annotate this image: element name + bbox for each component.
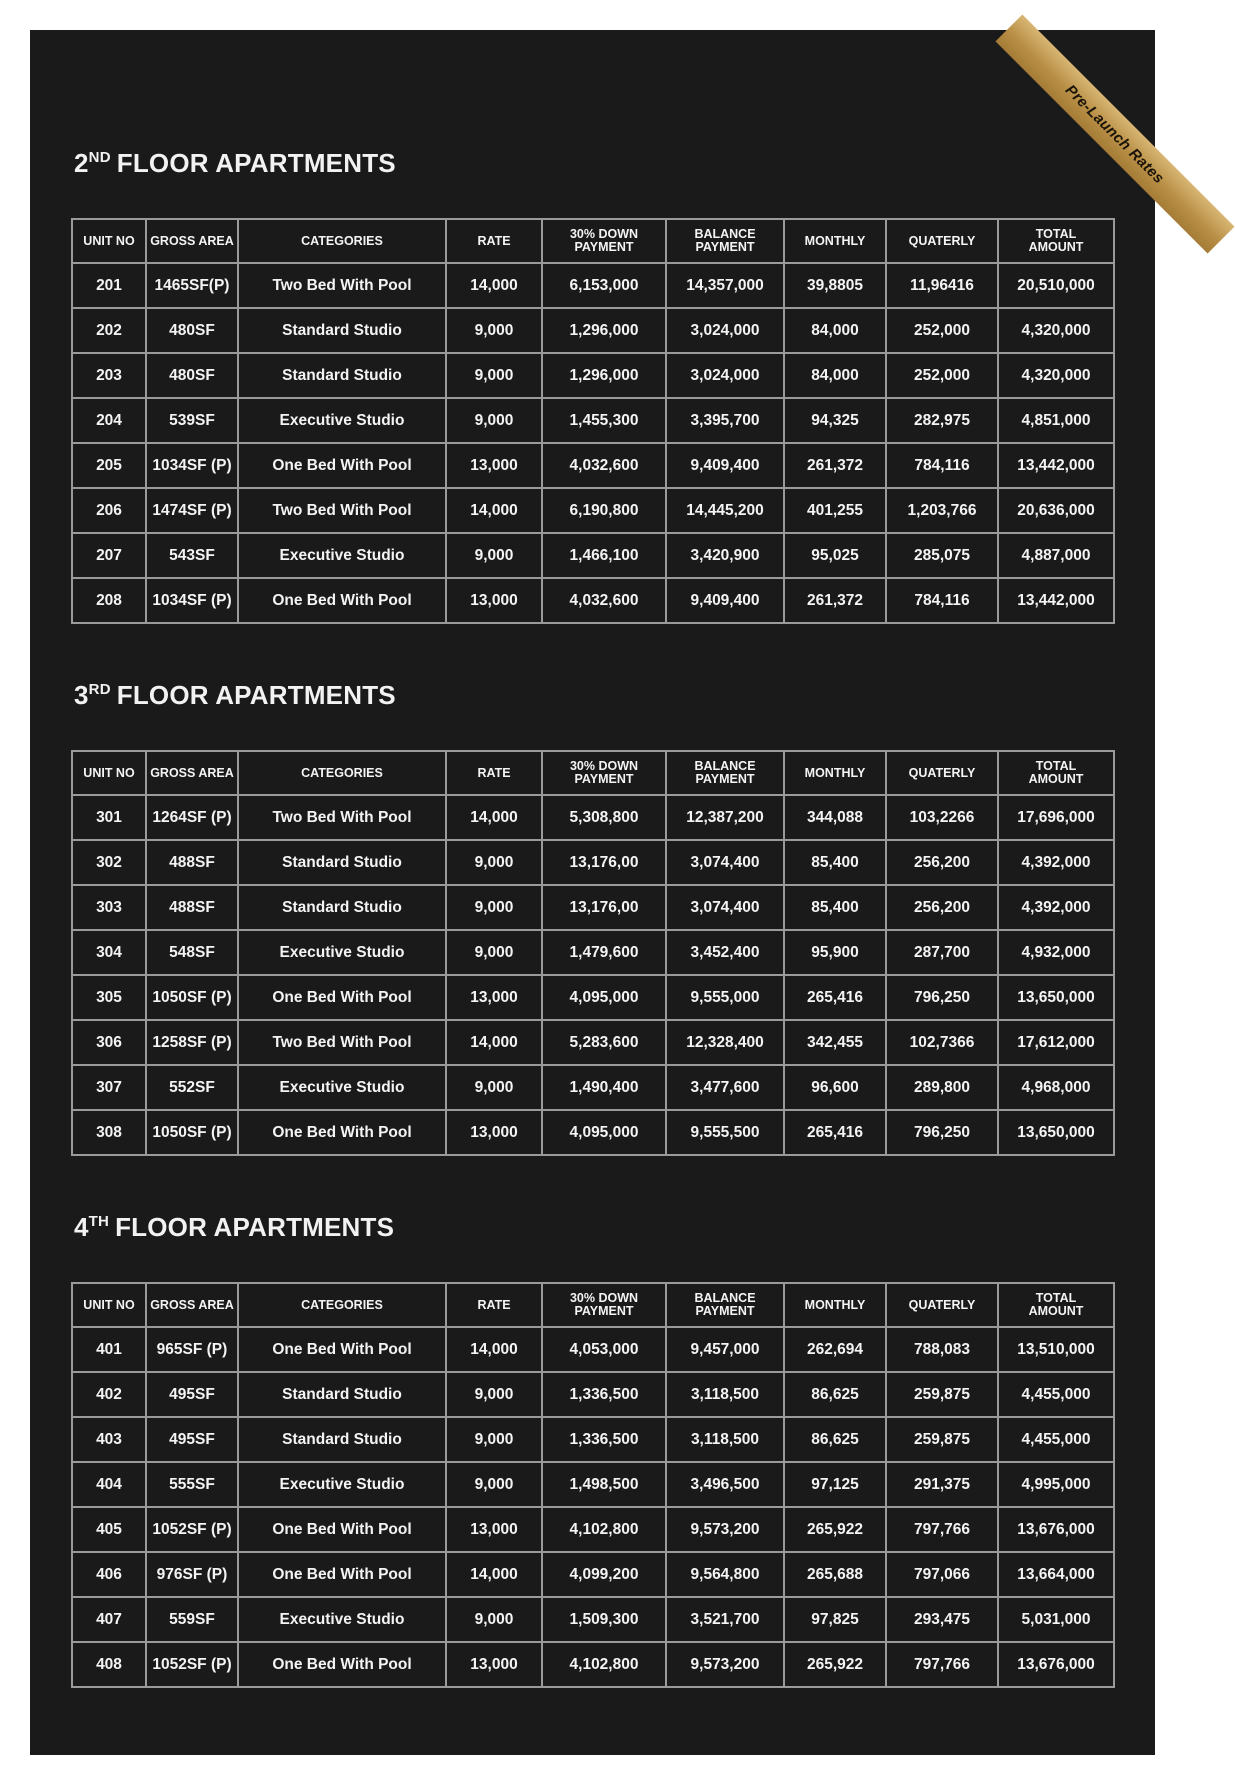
table-cell: 84,000 bbox=[784, 353, 886, 398]
floor-number: 2 bbox=[74, 148, 89, 178]
column-header: GROSS AREA bbox=[146, 1283, 238, 1327]
table-row bbox=[72, 533, 1114, 578]
table-row bbox=[72, 1642, 1114, 1687]
table-cell: Executive Studio bbox=[238, 533, 446, 578]
table-cell: 103,2266 bbox=[886, 795, 998, 840]
table-cell: 1050SF (P) bbox=[146, 1110, 238, 1155]
column-header: RATE bbox=[446, 1283, 542, 1327]
table-cell: 480SF bbox=[146, 308, 238, 353]
table-row bbox=[72, 308, 1114, 353]
table-cell: 102,7366 bbox=[886, 1020, 998, 1065]
table-cell: 5,308,800 bbox=[542, 795, 666, 840]
table-cell: 39,8805 bbox=[784, 263, 886, 308]
table-row bbox=[72, 795, 1114, 840]
floor-3-table bbox=[71, 750, 1115, 1156]
table-cell: 1,455,300 bbox=[542, 398, 666, 443]
table-cell: 3,074,400 bbox=[666, 840, 784, 885]
table-cell: Two Bed With Pool bbox=[238, 1020, 446, 1065]
table-cell: 1,336,500 bbox=[542, 1372, 666, 1417]
floor-suffix: ND bbox=[88, 149, 111, 166]
table-cell: 4,032,600 bbox=[542, 443, 666, 488]
table-cell: 85,400 bbox=[784, 885, 886, 930]
table-cell: 495SF bbox=[146, 1372, 238, 1417]
table-cell: 552SF bbox=[146, 1065, 238, 1110]
table-cell: 543SF bbox=[146, 533, 238, 578]
table-cell: 282,975 bbox=[886, 398, 998, 443]
table-cell: 6,153,000 bbox=[542, 263, 666, 308]
table-cell: 293,475 bbox=[886, 1597, 998, 1642]
floor-suffix: TH bbox=[88, 1213, 110, 1230]
table-cell: 4,455,000 bbox=[998, 1372, 1114, 1417]
table-cell: 344,088 bbox=[784, 795, 886, 840]
table-cell: Standard Studio bbox=[238, 840, 446, 885]
table-cell: 1,498,500 bbox=[542, 1462, 666, 1507]
table-cell: One Bed With Pool bbox=[238, 1327, 446, 1372]
table-cell: 13,000 bbox=[446, 1110, 542, 1155]
table-cell: 405 bbox=[72, 1507, 146, 1552]
table-row bbox=[72, 930, 1114, 975]
table-cell: 9,000 bbox=[446, 930, 542, 975]
column-header: RATE bbox=[446, 219, 542, 263]
table-cell: 9,000 bbox=[446, 1417, 542, 1462]
table-cell: Executive Studio bbox=[238, 1597, 446, 1642]
table-cell: 9,000 bbox=[446, 885, 542, 930]
table-row bbox=[72, 1462, 1114, 1507]
pre-launch-badge: Pre-Launch Rates bbox=[995, 14, 1234, 253]
table-cell: 1,296,000 bbox=[542, 308, 666, 353]
table-row bbox=[72, 1552, 1114, 1597]
table-cell: 9,457,000 bbox=[666, 1327, 784, 1372]
table-cell: 261,372 bbox=[784, 443, 886, 488]
column-header: BALANCE PAYMENT bbox=[666, 751, 784, 795]
column-header: QUATERLY bbox=[886, 1283, 998, 1327]
table-cell: 1258SF (P) bbox=[146, 1020, 238, 1065]
table-cell: 407 bbox=[72, 1597, 146, 1642]
floor-number: 4 bbox=[74, 1212, 89, 1242]
table-row bbox=[72, 1417, 1114, 1462]
table-cell: 84,000 bbox=[784, 308, 886, 353]
table-cell: Executive Studio bbox=[238, 930, 446, 975]
table-cell: 9,000 bbox=[446, 1372, 542, 1417]
floor-suffix: RD bbox=[88, 681, 111, 698]
table-cell: 9,000 bbox=[446, 353, 542, 398]
table-cell: Standard Studio bbox=[238, 1417, 446, 1462]
table-cell: 13,000 bbox=[446, 975, 542, 1020]
table-cell: 14,445,200 bbox=[666, 488, 784, 533]
table-cell: 797,066 bbox=[886, 1552, 998, 1597]
table-cell: 13,000 bbox=[446, 1642, 542, 1687]
table-cell: 1465SF(P) bbox=[146, 263, 238, 308]
table-cell: Executive Studio bbox=[238, 398, 446, 443]
floor-title-text: FLOOR APARTMENTS bbox=[116, 148, 396, 178]
table-cell: 11,96416 bbox=[886, 263, 998, 308]
table-cell: 3,074,400 bbox=[666, 885, 784, 930]
table-cell: Standard Studio bbox=[238, 353, 446, 398]
column-header: BALANCE PAYMENT bbox=[666, 1283, 784, 1327]
table-cell: 9,555,500 bbox=[666, 1110, 784, 1155]
column-header: TOTAL AMOUNT bbox=[998, 1283, 1114, 1327]
table-cell: 3,496,500 bbox=[666, 1462, 784, 1507]
table-cell: 796,250 bbox=[886, 1110, 998, 1155]
table-cell: 1,479,600 bbox=[542, 930, 666, 975]
table-cell: 13,000 bbox=[446, 578, 542, 623]
table-cell: 488SF bbox=[146, 885, 238, 930]
table-cell: 17,612,000 bbox=[998, 1020, 1114, 1065]
table-cell: 3,395,700 bbox=[666, 398, 784, 443]
table-cell: 259,875 bbox=[886, 1417, 998, 1462]
column-header: MONTHLY bbox=[784, 219, 886, 263]
table-cell: 9,573,200 bbox=[666, 1507, 784, 1552]
table-cell: 265,922 bbox=[784, 1642, 886, 1687]
table-cell: 784,116 bbox=[886, 578, 998, 623]
table-cell: 252,000 bbox=[886, 353, 998, 398]
table-cell: Executive Studio bbox=[238, 1065, 446, 1110]
table-cell: 256,200 bbox=[886, 840, 998, 885]
table-cell: 4,851,000 bbox=[998, 398, 1114, 443]
table-cell: 4,099,200 bbox=[542, 1552, 666, 1597]
table-cell: 9,000 bbox=[446, 1065, 542, 1110]
table-cell: 4,455,000 bbox=[998, 1417, 1114, 1462]
table-cell: 976SF (P) bbox=[146, 1552, 238, 1597]
table-cell: 488SF bbox=[146, 840, 238, 885]
table-cell: 403 bbox=[72, 1417, 146, 1462]
table-cell: 3,118,500 bbox=[666, 1417, 784, 1462]
table-cell: 94,325 bbox=[784, 398, 886, 443]
table-cell: 1,466,100 bbox=[542, 533, 666, 578]
table-cell: 304 bbox=[72, 930, 146, 975]
table-cell: 97,125 bbox=[784, 1462, 886, 1507]
table-cell: 1034SF (P) bbox=[146, 578, 238, 623]
floor-4-title bbox=[74, 1212, 394, 1243]
table-cell: 401 bbox=[72, 1327, 146, 1372]
table-cell: 4,032,600 bbox=[542, 578, 666, 623]
table-cell: 797,766 bbox=[886, 1642, 998, 1687]
table-row bbox=[72, 975, 1114, 1020]
floor-title-text: FLOOR APARTMENTS bbox=[116, 680, 396, 710]
table-cell: 97,825 bbox=[784, 1597, 886, 1642]
table-cell: 342,455 bbox=[784, 1020, 886, 1065]
table-cell: 13,664,000 bbox=[998, 1552, 1114, 1597]
table-cell: One Bed With Pool bbox=[238, 1110, 446, 1155]
table-cell: 4,995,000 bbox=[998, 1462, 1114, 1507]
table-cell: 14,000 bbox=[446, 795, 542, 840]
table-cell: 1264SF (P) bbox=[146, 795, 238, 840]
column-header: MONTHLY bbox=[784, 751, 886, 795]
table-cell: 20,510,000 bbox=[998, 263, 1114, 308]
table-cell: 9,000 bbox=[446, 308, 542, 353]
column-header: CATEGORIES bbox=[238, 751, 446, 795]
table-cell: 1474SF (P) bbox=[146, 488, 238, 533]
table-cell: Two Bed With Pool bbox=[238, 488, 446, 533]
table-cell: 4,102,800 bbox=[542, 1642, 666, 1687]
column-header: GROSS AREA bbox=[146, 751, 238, 795]
table-cell: 3,024,000 bbox=[666, 308, 784, 353]
column-header: BALANCE PAYMENT bbox=[666, 219, 784, 263]
table-row bbox=[72, 1372, 1114, 1417]
table-cell: 14,000 bbox=[446, 1327, 542, 1372]
table-cell: 205 bbox=[72, 443, 146, 488]
table-cell: 784,116 bbox=[886, 443, 998, 488]
table-cell: 4,968,000 bbox=[998, 1065, 1114, 1110]
price-sheet bbox=[30, 30, 1168, 1755]
column-header: TOTAL AMOUNT bbox=[998, 219, 1114, 263]
table-cell: 1,490,400 bbox=[542, 1065, 666, 1110]
table-cell: 14,000 bbox=[446, 1020, 542, 1065]
table-cell: 265,416 bbox=[784, 975, 886, 1020]
table-cell: 548SF bbox=[146, 930, 238, 975]
table-cell: 13,000 bbox=[446, 1507, 542, 1552]
table-cell: Standard Studio bbox=[238, 885, 446, 930]
table-cell: 287,700 bbox=[886, 930, 998, 975]
table-cell: 13,442,000 bbox=[998, 443, 1114, 488]
table-cell: 9,000 bbox=[446, 398, 542, 443]
table-cell: 17,696,000 bbox=[998, 795, 1114, 840]
column-header: 30% DOWN PAYMENT bbox=[542, 751, 666, 795]
table-cell: 555SF bbox=[146, 1462, 238, 1507]
table-cell: 13,000 bbox=[446, 443, 542, 488]
floor-2-table bbox=[71, 218, 1115, 624]
table-cell: 965SF (P) bbox=[146, 1327, 238, 1372]
table-cell: 265,922 bbox=[784, 1507, 886, 1552]
table-cell: 306 bbox=[72, 1020, 146, 1065]
table-cell: 13,650,000 bbox=[998, 975, 1114, 1020]
table-cell: 302 bbox=[72, 840, 146, 885]
table-cell: Standard Studio bbox=[238, 308, 446, 353]
table-cell: 1,203,766 bbox=[886, 488, 998, 533]
table-cell: 259,875 bbox=[886, 1372, 998, 1417]
table-cell: 4,392,000 bbox=[998, 840, 1114, 885]
table-cell: 4,053,000 bbox=[542, 1327, 666, 1372]
table-cell: 480SF bbox=[146, 353, 238, 398]
table-cell: 307 bbox=[72, 1065, 146, 1110]
table-cell: 207 bbox=[72, 533, 146, 578]
table-cell: 201 bbox=[72, 263, 146, 308]
column-header: CATEGORIES bbox=[238, 219, 446, 263]
table-cell: 9,000 bbox=[446, 1462, 542, 1507]
table-cell: 9,409,400 bbox=[666, 443, 784, 488]
table-cell: 1052SF (P) bbox=[146, 1507, 238, 1552]
floor-title-text: FLOOR APARTMENTS bbox=[115, 1212, 395, 1242]
table-cell: 261,372 bbox=[784, 578, 886, 623]
column-header: 30% DOWN PAYMENT bbox=[542, 219, 666, 263]
table-cell: 96,600 bbox=[784, 1065, 886, 1110]
table-cell: 3,420,900 bbox=[666, 533, 784, 578]
table-cell: 9,573,200 bbox=[666, 1642, 784, 1687]
floor-4-table bbox=[71, 1282, 1115, 1688]
table-cell: 13,676,000 bbox=[998, 1507, 1114, 1552]
table-cell: 14,000 bbox=[446, 263, 542, 308]
table-cell: One Bed With Pool bbox=[238, 443, 446, 488]
table-cell: 5,283,600 bbox=[542, 1020, 666, 1065]
table-row bbox=[72, 353, 1114, 398]
table-cell: 285,075 bbox=[886, 533, 998, 578]
table-cell: 6,190,800 bbox=[542, 488, 666, 533]
table-cell: One Bed With Pool bbox=[238, 1642, 446, 1687]
table-cell: 12,328,400 bbox=[666, 1020, 784, 1065]
table-cell: 20,636,000 bbox=[998, 488, 1114, 533]
table-row bbox=[72, 1507, 1114, 1552]
table-cell: 305 bbox=[72, 975, 146, 1020]
table-cell: 13,510,000 bbox=[998, 1327, 1114, 1372]
table-cell: 788,083 bbox=[886, 1327, 998, 1372]
column-header: QUATERLY bbox=[886, 219, 998, 263]
table-cell: 208 bbox=[72, 578, 146, 623]
table-cell: 4,095,000 bbox=[542, 975, 666, 1020]
table-cell: One Bed With Pool bbox=[238, 1507, 446, 1552]
table-cell: 796,250 bbox=[886, 975, 998, 1020]
table-cell: 401,255 bbox=[784, 488, 886, 533]
table-cell: 265,416 bbox=[784, 1110, 886, 1155]
table-row bbox=[72, 443, 1114, 488]
table-cell: 408 bbox=[72, 1642, 146, 1687]
column-header: 30% DOWN PAYMENT bbox=[542, 1283, 666, 1327]
column-header: RATE bbox=[446, 751, 542, 795]
column-header: UNIT NO bbox=[72, 219, 146, 263]
column-header: TOTAL AMOUNT bbox=[998, 751, 1114, 795]
table-cell: 308 bbox=[72, 1110, 146, 1155]
table-cell: 203 bbox=[72, 353, 146, 398]
table-cell: 95,900 bbox=[784, 930, 886, 975]
table-cell: 406 bbox=[72, 1552, 146, 1597]
header-row bbox=[72, 751, 1114, 795]
table-cell: 4,320,000 bbox=[998, 308, 1114, 353]
table-cell: One Bed With Pool bbox=[238, 975, 446, 1020]
table-cell: 3,477,600 bbox=[666, 1065, 784, 1110]
table-cell: Standard Studio bbox=[238, 1372, 446, 1417]
column-header: QUATERLY bbox=[886, 751, 998, 795]
table-cell: 13,442,000 bbox=[998, 578, 1114, 623]
table-cell: Two Bed With Pool bbox=[238, 263, 446, 308]
table-cell: 1050SF (P) bbox=[146, 975, 238, 1020]
table-cell: 3,118,500 bbox=[666, 1372, 784, 1417]
table-row bbox=[72, 578, 1114, 623]
table-cell: 1052SF (P) bbox=[146, 1642, 238, 1687]
table-row bbox=[72, 885, 1114, 930]
table-cell: 495SF bbox=[146, 1417, 238, 1462]
table-cell: 4,095,000 bbox=[542, 1110, 666, 1155]
table-row bbox=[72, 1065, 1114, 1110]
table-row bbox=[72, 398, 1114, 443]
table-cell: 262,694 bbox=[784, 1327, 886, 1372]
table-cell: 9,409,400 bbox=[666, 578, 784, 623]
table-cell: 204 bbox=[72, 398, 146, 443]
table-cell: 1034SF (P) bbox=[146, 443, 238, 488]
table-cell: 4,887,000 bbox=[998, 533, 1114, 578]
table-cell: 12,387,200 bbox=[666, 795, 784, 840]
table-cell: 301 bbox=[72, 795, 146, 840]
table-cell: 206 bbox=[72, 488, 146, 533]
table-cell: 95,025 bbox=[784, 533, 886, 578]
table-row bbox=[72, 1327, 1114, 1372]
table-cell: 265,688 bbox=[784, 1552, 886, 1597]
table-cell: 1,509,300 bbox=[542, 1597, 666, 1642]
table-cell: 303 bbox=[72, 885, 146, 930]
table-row bbox=[72, 263, 1114, 308]
table-cell: 86,625 bbox=[784, 1417, 886, 1462]
header-row bbox=[72, 1283, 1114, 1327]
floor-number: 3 bbox=[74, 680, 89, 710]
table-cell: Two Bed With Pool bbox=[238, 795, 446, 840]
table-cell: 5,031,000 bbox=[998, 1597, 1114, 1642]
table-cell: 3,521,700 bbox=[666, 1597, 784, 1642]
table-cell: 4,392,000 bbox=[998, 885, 1114, 930]
table-cell: 14,000 bbox=[446, 1552, 542, 1597]
table-cell: 256,200 bbox=[886, 885, 998, 930]
table-cell: Executive Studio bbox=[238, 1462, 446, 1507]
table-cell: 1,296,000 bbox=[542, 353, 666, 398]
table-cell: 13,176,00 bbox=[542, 840, 666, 885]
table-cell: 9,000 bbox=[446, 533, 542, 578]
header-row bbox=[72, 219, 1114, 263]
table-row bbox=[72, 1110, 1114, 1155]
column-header: MONTHLY bbox=[784, 1283, 886, 1327]
table-cell: 13,676,000 bbox=[998, 1642, 1114, 1687]
table-cell: 202 bbox=[72, 308, 146, 353]
table-cell: One Bed With Pool bbox=[238, 578, 446, 623]
table-cell: 539SF bbox=[146, 398, 238, 443]
table-cell: 13,176,00 bbox=[542, 885, 666, 930]
table-cell: 559SF bbox=[146, 1597, 238, 1642]
table-cell: 291,375 bbox=[886, 1462, 998, 1507]
table-cell: 14,000 bbox=[446, 488, 542, 533]
table-cell: 4,320,000 bbox=[998, 353, 1114, 398]
table-cell: 1,336,500 bbox=[542, 1417, 666, 1462]
column-header: UNIT NO bbox=[72, 751, 146, 795]
table-cell: 402 bbox=[72, 1372, 146, 1417]
column-header: CATEGORIES bbox=[238, 1283, 446, 1327]
table-cell: 3,452,400 bbox=[666, 930, 784, 975]
column-header: UNIT NO bbox=[72, 1283, 146, 1327]
table-cell: 252,000 bbox=[886, 308, 998, 353]
table-cell: 797,766 bbox=[886, 1507, 998, 1552]
table-row bbox=[72, 840, 1114, 885]
table-cell: 85,400 bbox=[784, 840, 886, 885]
column-header: GROSS AREA bbox=[146, 219, 238, 263]
table-cell: 86,625 bbox=[784, 1372, 886, 1417]
table-cell: 289,800 bbox=[886, 1065, 998, 1110]
table-cell: 13,650,000 bbox=[998, 1110, 1114, 1155]
table-row bbox=[72, 488, 1114, 533]
table-cell: 4,932,000 bbox=[998, 930, 1114, 975]
table-cell: 9,555,000 bbox=[666, 975, 784, 1020]
table-cell: 14,357,000 bbox=[666, 263, 784, 308]
floor-2-title bbox=[74, 148, 396, 179]
table-cell: 9,000 bbox=[446, 840, 542, 885]
table-row bbox=[72, 1597, 1114, 1642]
floor-3-title bbox=[74, 680, 396, 711]
table-cell: 404 bbox=[72, 1462, 146, 1507]
table-cell: One Bed With Pool bbox=[238, 1552, 446, 1597]
table-cell: 9,000 bbox=[446, 1597, 542, 1642]
table-cell: 3,024,000 bbox=[666, 353, 784, 398]
table-cell: 9,564,800 bbox=[666, 1552, 784, 1597]
table-cell: 4,102,800 bbox=[542, 1507, 666, 1552]
table-row bbox=[72, 1020, 1114, 1065]
